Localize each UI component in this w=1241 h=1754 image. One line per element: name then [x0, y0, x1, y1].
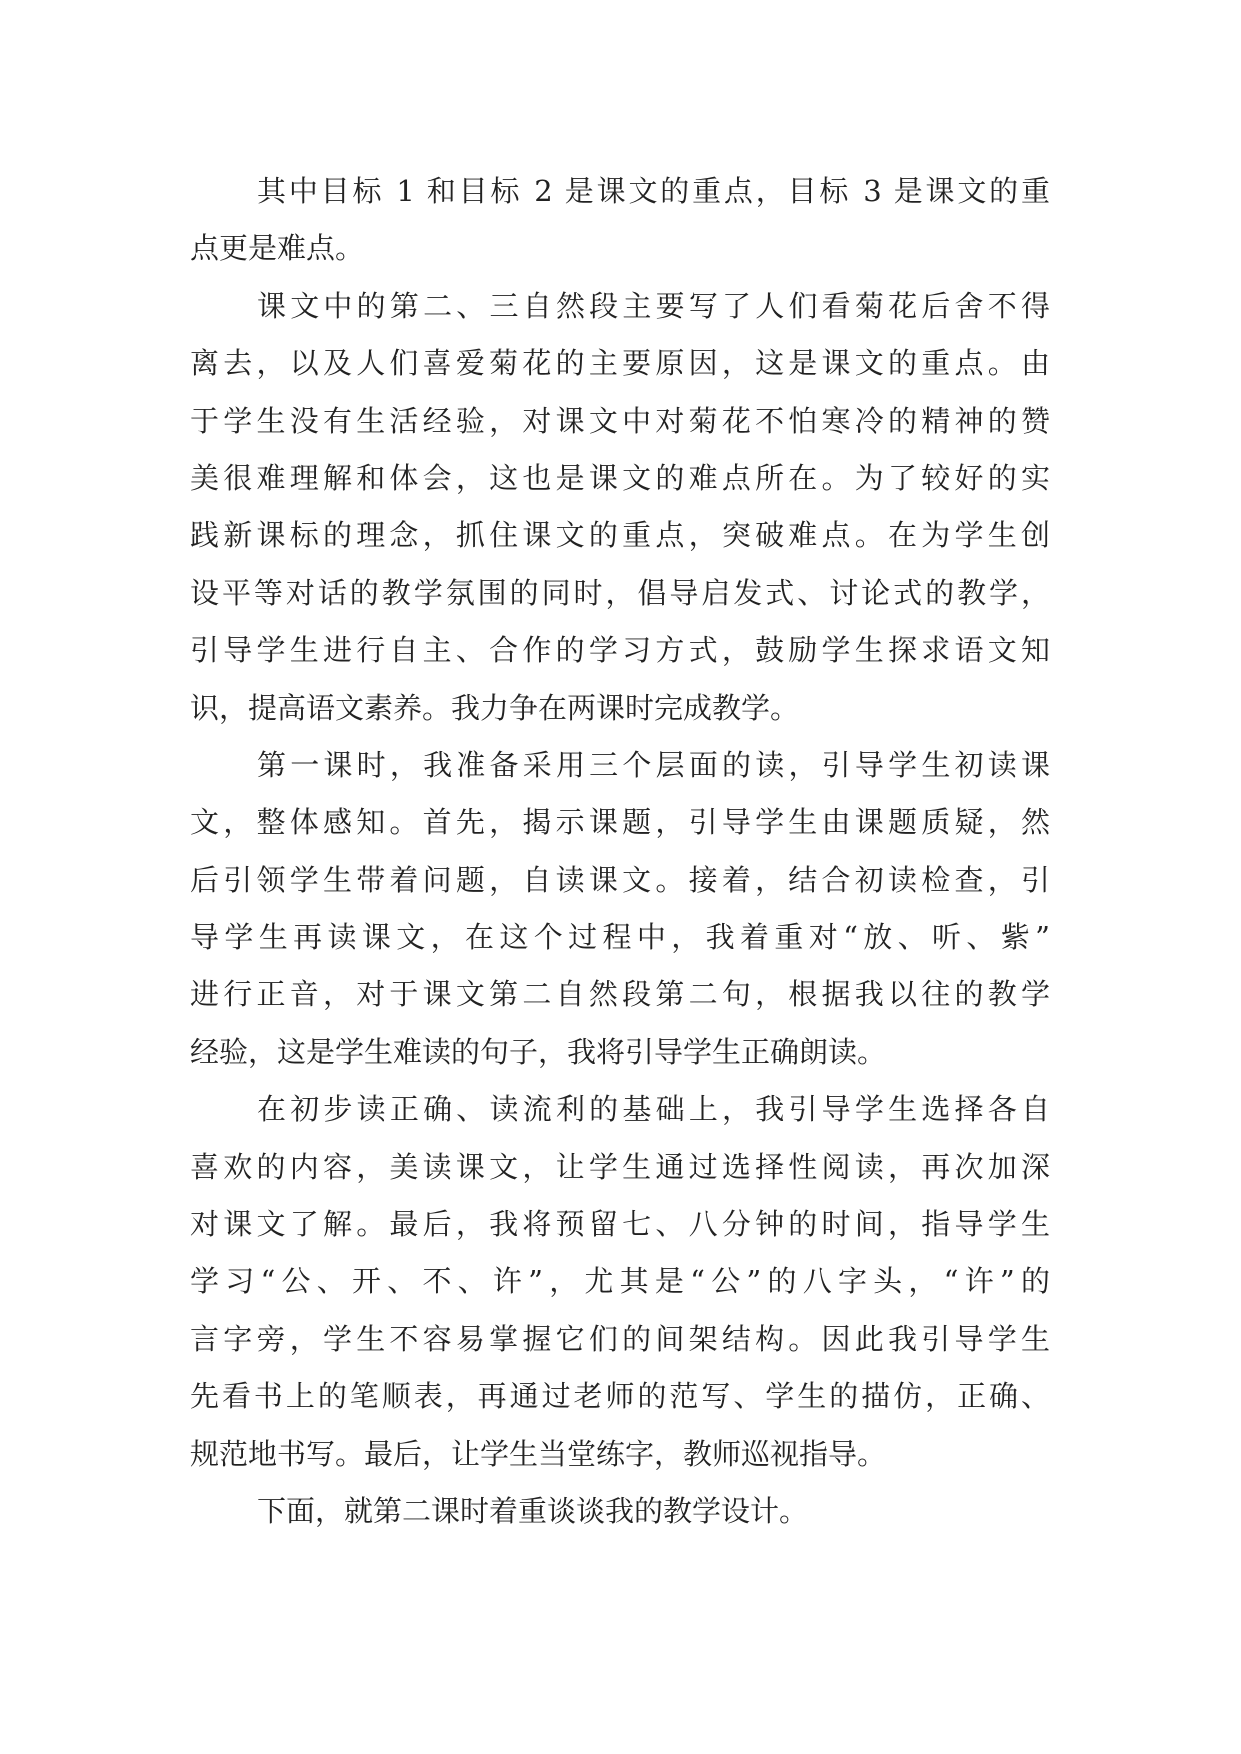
text-line: 文，整体感知。首先，揭示课题，引导学生由课题质疑，然: [190, 805, 1050, 840]
text-line: 言字旁，学生不容易掌握它们的间架结构。因此我引导学生: [190, 1321, 1050, 1356]
text-line: 导学生再读课文，在这个过程中，我着重对“放、听、紫”: [190, 920, 1050, 955]
text-line: 第一课时，我准备采用三个层面的读，引导学生初读课: [257, 747, 1050, 782]
text-line: 美很难理解和体会，这也是课文的难点所在。为了较好的实: [190, 460, 1050, 495]
document-page: [190, 0, 1050, 1540]
text-line: 下面，就第二课时着重谈谈我的教学设计。: [257, 1493, 809, 1528]
text-line: 点更是难点。: [190, 231, 365, 266]
text-line: 引导学生进行自主、合作的学习方式，鼓励学生探求语文知: [190, 633, 1050, 668]
text-line: 进行正音，对于课文第二自然段第二句，根据我以往的教学: [190, 977, 1050, 1012]
text-line: 先看书上的笔顺表，再通过老师的范写、学生的描仿，正确、: [190, 1379, 1050, 1414]
text-line: 学习“公、开、不、许”，尤其是“公”的八字头，“许”的: [190, 1264, 1050, 1299]
text-line: 规范地书写。最后，让学生当堂练字，教师巡视指导。: [190, 1436, 887, 1471]
text-line: 践新课标的理念，抓住课文的重点，突破难点。在为学生创: [190, 518, 1050, 553]
text-line: 设平等对话的教学氛围的同时，倡导启发式、讨论式的教学，: [190, 575, 1050, 610]
text-line: 于学生没有生活经验，对课文中对菊花不怕寒冷的精神的赞: [190, 403, 1050, 438]
text-line: 喜欢的内容，美读课文，让学生通过选择性阅读，再次加深: [190, 1149, 1050, 1184]
text-line: 离去，以及人们喜爱菊花的主要原因，这是课文的重点。由: [190, 346, 1050, 381]
text-line: 识，提高语文素养。我力争在两课时完成教学。: [190, 690, 800, 725]
text-line: 其中目标 1 和目标 2 是课文的重点，目标 3 是课文的重: [257, 174, 1050, 208]
text-line: 后引领学生带着问题，自读课文。接着，结合初读检查，引: [190, 862, 1050, 897]
text-line: 对课文了解。最后，我将预留七、八分钟的时间，指导学生: [190, 1207, 1050, 1242]
text-line: 课文中的第二、三自然段主要写了人们看菊花后舍不得: [257, 288, 1050, 323]
text-line: 在初步读正确、读流利的基础上，我引导学生选择各自: [257, 1092, 1050, 1127]
text-line: 经验，这是学生难读的句子，我将引导学生正确朗读。: [190, 1034, 887, 1069]
